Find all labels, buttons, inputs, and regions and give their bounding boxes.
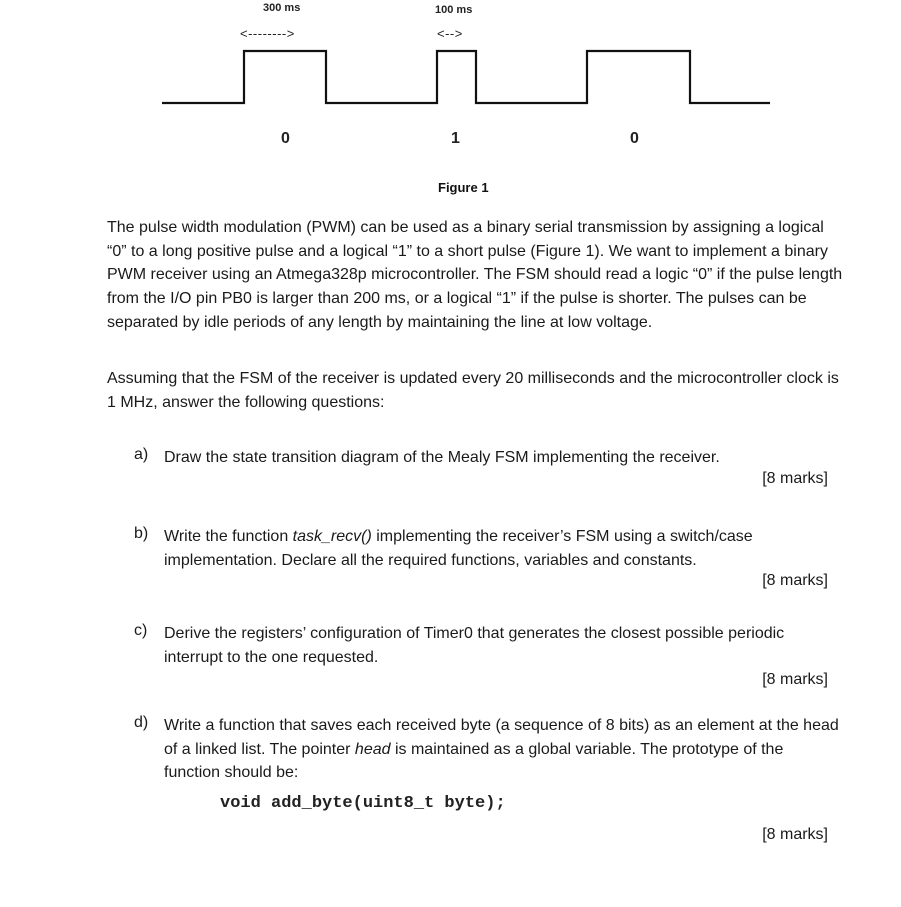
duration-arrow-long: <--------> [240, 26, 295, 41]
intro-paragraph: The pulse width modulation (PWM) can be used as a binary serial transmission by assigning a logical “0” to a long positive pulse and a logical “1” to a short pulse (Figure 1). We want to implement a binary PWM receiver using an Atmega328p microcontroller. The FSM should read a logic “0” if the pulse length from the I/O pin PB0 is larger than 200 ms, or a logical “1” if the pulse is shorter. The pulses can be separated by idle periods of any length by maintaining the line at low voltage. [107, 219, 843, 331]
assumption-paragraph: Assuming that the FSM of the receiver is updated every 20 milliseconds and the microcontroller clock is 1 MHz, answer the following questions: [107, 370, 839, 411]
pwm-signal-line [162, 51, 770, 103]
duration-label-short: 100 ms [435, 4, 473, 16]
question-a-text: Draw the state transition diagram of the Mealy FSM implementing the receiver. [164, 449, 720, 466]
question-b-letter: b) [134, 525, 149, 542]
figure-caption: Figure 1 [438, 180, 489, 195]
function-prototype-code: void add_byte(uint8_t byte); [220, 794, 506, 813]
question-d-marks: [8 marks] [762, 826, 828, 843]
question-a-marks: [8 marks] [762, 470, 828, 487]
bit-label-0-second: 0 [630, 130, 639, 147]
question-b-marks: [8 marks] [762, 572, 828, 589]
function-name-task-recv: task_recv() [292, 528, 372, 545]
duration-label-long: 300 ms [263, 2, 301, 14]
pwm-waveform [0, 0, 901, 130]
question-c-marks: [8 marks] [762, 671, 828, 688]
question-a-letter: a) [134, 446, 149, 463]
duration-arrow-short: <--> [437, 26, 463, 41]
variable-head: head [354, 740, 391, 758]
bit-label-1: 1 [451, 130, 460, 147]
question-d-letter: d) [134, 714, 149, 731]
question-c-letter: c) [134, 622, 148, 639]
question-b-text: Write the function task_recv() implementing the receiver’s FSM using a switch/case implementation. Declare all the required functions, variables and constants. [164, 528, 753, 569]
question-d-text: Write a function that saves each received byte (a sequence of 8 bits) as an element at the head of a linked list. The pointer head is maintained as a global variable. The prototype of the function should be: [164, 717, 839, 781]
question-c-text: Derive the registers’ configuration of Timer0 that generates the closest possible periodic interrupt to the one requested. [164, 625, 785, 666]
bit-label-0-first: 0 [281, 130, 290, 147]
